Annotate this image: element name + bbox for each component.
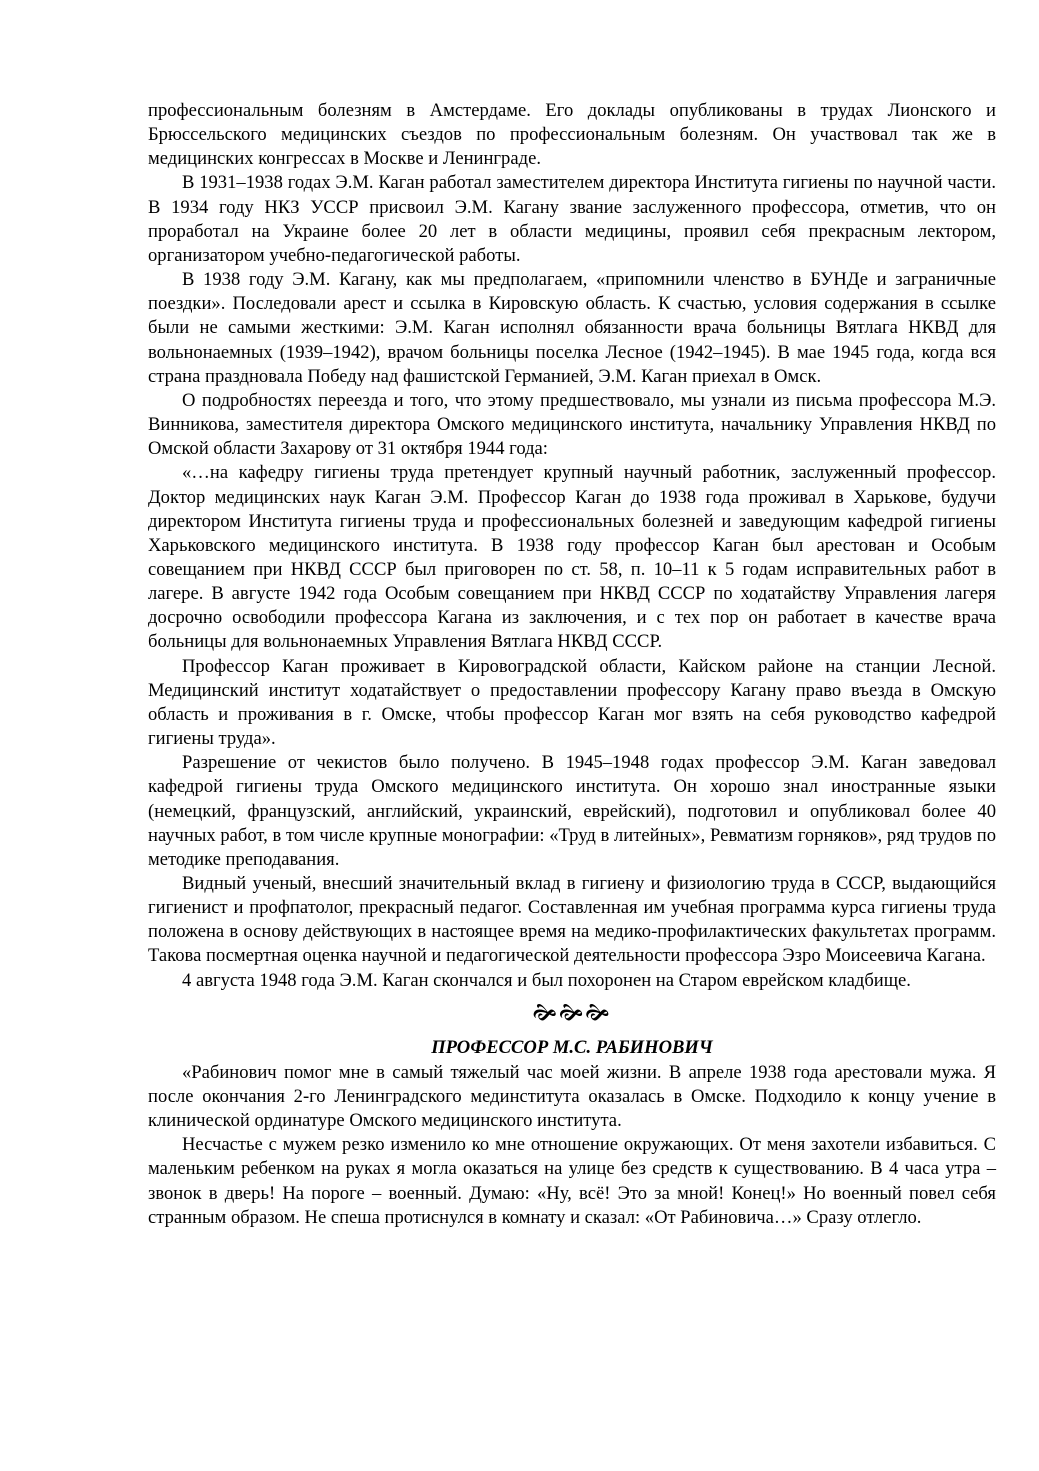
paragraph: профессиональным болезням в Амстердаме. Его доклады опубликованы в трудах Лионского и Брюссельского медицинских съездов по профессиональным болезням. Он участвовал так же в медицинских конгрессах в Москве и Ленинграде. — [148, 100, 996, 170]
section-kagan-text — [148, 99, 996, 993]
paragraph: «Рабинович помог мне в самый тяжелый час моей жизни. В апреле 1938 года арестовали мужа. Я после окончания 2-го Ленинградского мединститута оказалась в Омске. Подходило к концу учение в клинической ординатуре Омского медицинского института. — [148, 1061, 996, 1132]
paragraph: Видный ученый, внесший значительный вклад в гигиену и физиологию труда в СССР, выдающийся гигиенист и профпатолог, прекрасный педагог. Составленная им учебная программа курса гигиены труда положена в основу действующих в настоящее время на медико-профилактических факультетах программ. Такова посмертная оценка научной и педагогической деятельности профессора Эзро Моисеевича Кагана. — [148, 873, 996, 967]
paragraph: 4 августа 1948 года Э.М. Каган скончался и был похоронен на Старом еврейском кладбище. — [182, 969, 911, 991]
paragraph: В 1931–1938 годах Э.М. Каган работал заместителем директора Института гигиены по научной части. В 1934 году НКЗ УССР присвоил Э.М. Кагану звание заслуженного профессора, отметив, что он проработал на Украине более 20 лет в области медицины, проявил себя прекрасным лектором, организатором учебно-педагогической работы. — [148, 172, 996, 266]
document-page — [148, 99, 996, 1230]
section-divider-ornament: 🙞🙞🙞 — [532, 1000, 612, 1026]
quoted-letter-paragraph: Профессор Каган проживает в Кировоградской области, Кайском районе на станции Лесной. Медицинский институт ходатайствует о предоставлении профессору Кагану право въезда в Омскую область и проживания в г. Омске, чтобы профессор Каган мог взять на себя руководство кафедрой гигиены труда». — [148, 655, 996, 750]
quoted-letter-paragraph: «…на кафедру гигиены труда претендует крупный научный работник, заслуженный профессор. Доктор медицинских наук Каган Э.М. Профессор Каган до 1938 года проживал в Харькове, будучи директором Института гигиены труда и профессиональных болезней и заведующим кафедрой гигиены Харьковского медицинского института. В 1938 году профессор Каган был арестован и Особым совещанием при НКВД СССР был приговорен по ст. 58, п. 10–11 к 5 годам исправительных работ в лагере. В августе 1942 года Особым совещанием при НКВД СССР по ходатайству Управления лагеря досрочно освободили профессора Кагана из заключения, и с тех пор он работает в качестве врача больницы для вольнонаемных Управления Вятлага НКВД СССР. — [148, 462, 996, 653]
paragraph: О подробностях переезда и того, что этому предшествовало, мы узнали из письма профессора М.Э. Винникова, заместителя директора Омского медицинского института, начальнику Управления НКВД по Омской области Захарову от 31 октября 1944 года: — [148, 389, 996, 460]
paragraph: Разрешение от чекистов было получено. В 1945–1948 годах профессор Э.М. Каган заведовал кафедрой гигиены труда Омского медицинского института. Он хорошо знал иностранные языки (немецкий, французский, английский, украинский, еврейский), подготовил и опубликовал более 40 научных работ, в том числе крупные монографии: «Труд в литейных», Ревматизм горняков», ряд трудов по методике преподавания. — [148, 752, 996, 870]
paragraph: Несчастье с мужем резко изменило ко мне отношение окружающих. От меня захотели избавиться. С маленьким ребенком на руках я могла оказаться на улице без средств к существованию. В 4 часа утра – звонок в дверь! На пороге – военный. Думаю: «Ну, всё! Это за мной! Конец!» Но военный повел себя странным образом. Не спеша протиснулся в комнату и сказал: «От Рабиновича…» Сразу отлегло. — [148, 1134, 996, 1228]
section-rabinovich-text — [148, 1061, 996, 1230]
section-heading: ПРОФЕССОР М.С. РАБИНОВИЧ — [431, 1036, 713, 1058]
paragraph: В 1938 году Э.М. Кагану, как мы предполагаем, «припомнили членство в БУНДе и заграничные поездки». Последовали арест и ссылка в Кировскую область. К счастью, условия содержания в ссылке были не самыми жесткими: Э.М. Каган исполнял обязанности врача больницы Вятлага НКВД для вольнонаемных (1939–1942), врачом больницы поселка Лесное (1942–1945). В мае 1945 года, когда вся страна праздновала Победу над фашистской Германией, Э.М. Каган приехал в Омск. — [148, 269, 996, 387]
